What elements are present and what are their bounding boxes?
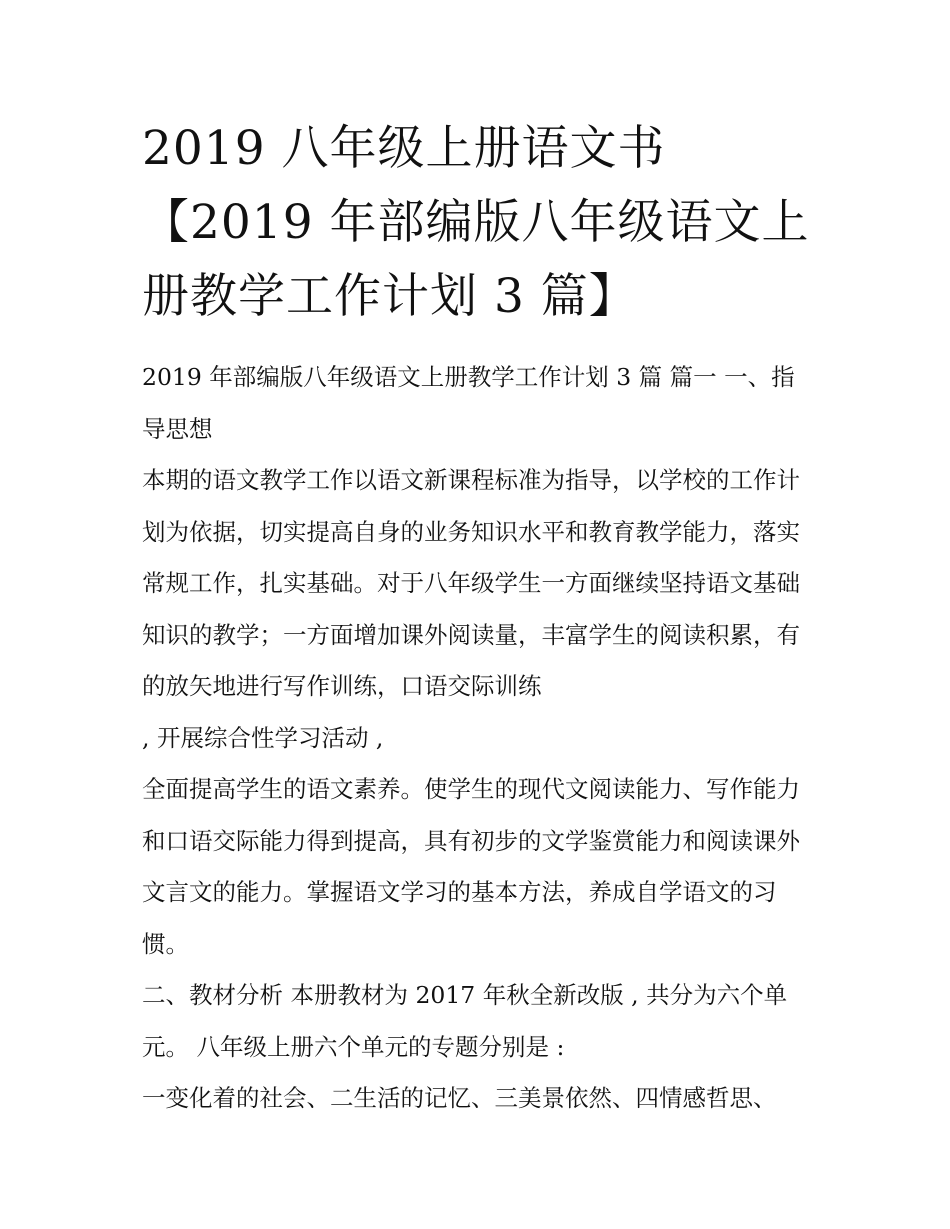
paragraph-literacy-goals: 全面提高学生的语文素养。使学生的现代文阅读能力、写作能力和口语交际能力得到提高，具有初步的文学鉴赏能力和阅读课外文言文的能力。掌握语文学习的基本方法，养成自学语文的习惯。 [142,775,800,958]
document-page [142,112,817,1125]
document-body [142,352,817,1125]
paragraph-unit-topics: 一变化着的社会、二生活的记忆、三美景依然、四情感哲思、 [142,1084,777,1112]
paragraph-textbook-analysis: 二、教材分析 本册教材为 2017 年秋全新改版 , 共分为六个单元。 八年级上册六个单元的专题分别是 : [142,981,788,1061]
document-title: 2019 八年级上册语文书【2019 年部编版八年级语文上册教学工作计划 3 篇】 [142,121,810,324]
paragraph-teaching-plan: 本期的语文教学工作以语文新课程标准为指导，以学校的工作计划为依据，切实提高自身的业务知识水平和教育教学能力，落实常规工作，扎实基础。对于八年级学生一方面继续坚持语文基础知识的教学；一方面增加课外阅读量，丰富学生的阅读积累，有的放矢地进行写作训练，口语交际训练 [142,466,800,700]
paragraph-activities: , 开展综合性学习活动 , [142,723,384,752]
paragraph-guiding-thought: 2019 年部编版八年级语文上册教学工作计划 3 篇 篇一 一、指导思想 [142,363,795,443]
